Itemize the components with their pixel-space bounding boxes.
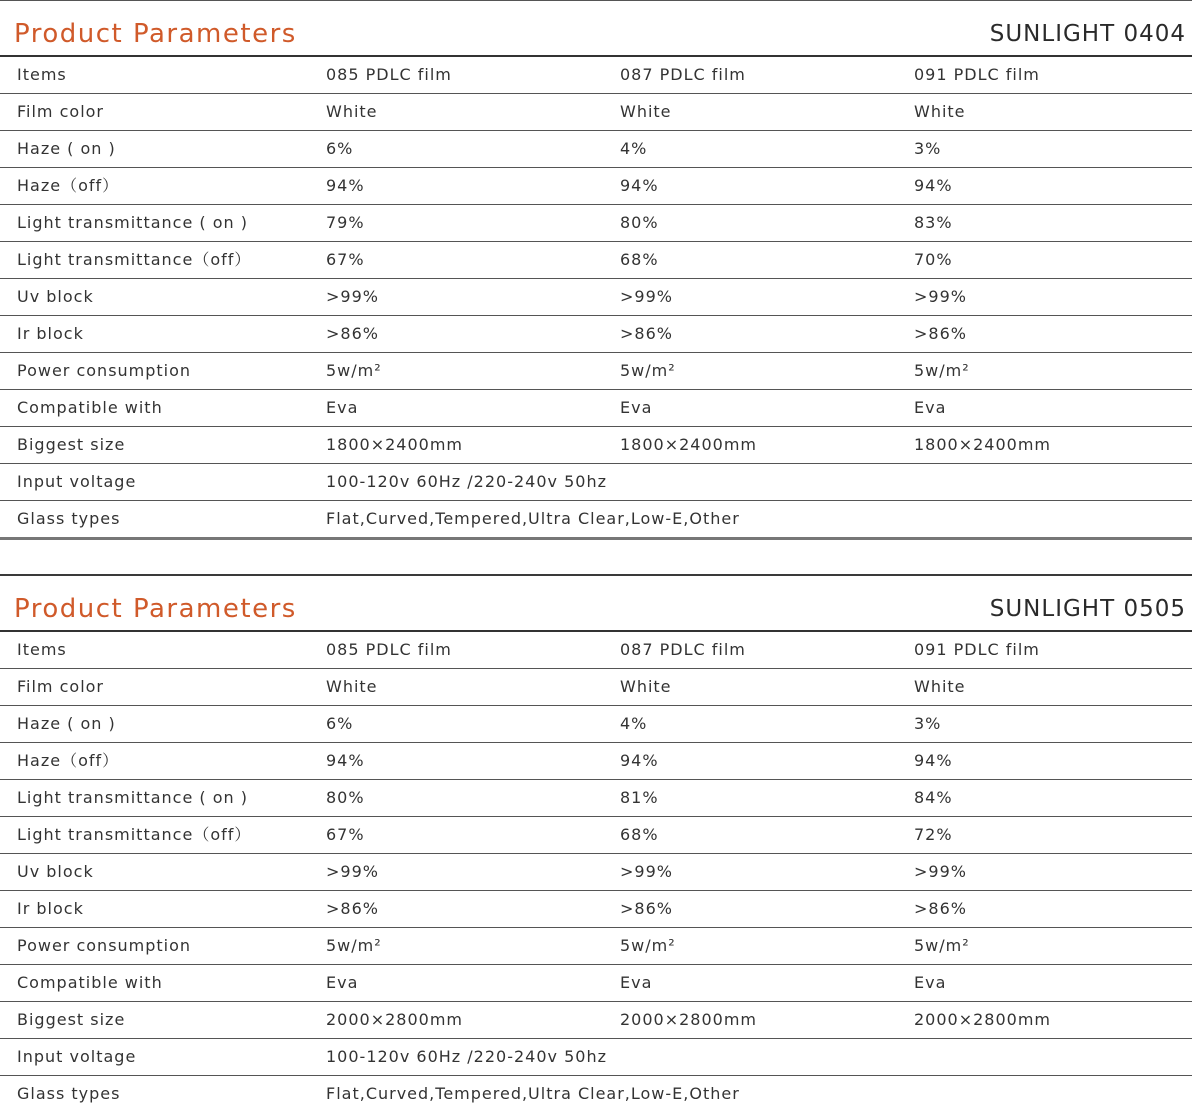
row-label: Light transmittance（off） bbox=[17, 825, 252, 844]
row-value: 091 PDLC film bbox=[914, 65, 1040, 84]
row-value: 100-120v 60Hz /220-240v 50hz bbox=[326, 1047, 607, 1066]
model-name: SUNLIGHT 0404 bbox=[989, 21, 1186, 47]
row-value: 5w/m² bbox=[620, 361, 676, 380]
row-value: 72% bbox=[914, 825, 953, 844]
row-label: Film color bbox=[17, 102, 104, 121]
row-value: 68% bbox=[620, 250, 659, 269]
row-value: White bbox=[620, 677, 672, 696]
table-row bbox=[0, 464, 1192, 501]
table-row bbox=[0, 427, 1192, 464]
row-value: White bbox=[914, 677, 966, 696]
table-row bbox=[0, 501, 1192, 540]
row-value: Eva bbox=[620, 973, 653, 992]
row-label: Input voltage bbox=[17, 472, 137, 491]
table-row bbox=[0, 632, 1192, 669]
row-value: 2000×2800mm bbox=[914, 1010, 1052, 1029]
row-value: White bbox=[914, 102, 966, 121]
row-value: 81% bbox=[620, 788, 659, 807]
row-value: 2000×2800mm bbox=[620, 1010, 758, 1029]
row-value: >99% bbox=[620, 287, 673, 306]
row-label: Items bbox=[17, 640, 67, 659]
row-value: >86% bbox=[914, 899, 967, 918]
table-header bbox=[0, 576, 1192, 632]
row-value: Flat,Curved,Tempered,Ultra Clear,Low-E,Other bbox=[326, 509, 740, 528]
table-row bbox=[0, 205, 1192, 242]
row-value: 1800×2400mm bbox=[326, 435, 464, 454]
row-label: Compatible with bbox=[17, 398, 163, 417]
row-value: >86% bbox=[620, 899, 673, 918]
row-label: Haze（off） bbox=[17, 176, 120, 195]
table-row bbox=[0, 1002, 1192, 1039]
row-value: Eva bbox=[620, 398, 653, 417]
row-label: Uv block bbox=[17, 862, 94, 881]
table-row bbox=[0, 928, 1192, 965]
row-value: White bbox=[326, 677, 378, 696]
row-value: 4% bbox=[620, 139, 648, 158]
table-row bbox=[0, 1039, 1192, 1076]
row-label: Light transmittance（off） bbox=[17, 250, 252, 269]
table-row bbox=[0, 817, 1192, 854]
row-label: Ir block bbox=[17, 899, 84, 918]
row-label: Biggest size bbox=[17, 435, 126, 454]
row-value: 6% bbox=[326, 139, 354, 158]
row-label: Haze（off） bbox=[17, 751, 120, 770]
row-value: 5w/m² bbox=[620, 936, 676, 955]
table-header bbox=[0, 1, 1192, 57]
table-row bbox=[0, 1076, 1192, 1112]
table-row bbox=[0, 669, 1192, 706]
row-label: Film color bbox=[17, 677, 104, 696]
row-value: 67% bbox=[326, 825, 365, 844]
parameters-table-0404 bbox=[0, 0, 1192, 540]
table-row bbox=[0, 57, 1192, 94]
table-row bbox=[0, 353, 1192, 390]
row-value: 2000×2800mm bbox=[326, 1010, 464, 1029]
table-body bbox=[0, 632, 1192, 1112]
row-label: Light transmittance ( on ) bbox=[17, 788, 248, 807]
row-label: Uv block bbox=[17, 287, 94, 306]
row-value: >99% bbox=[914, 287, 967, 306]
row-value: 1800×2400mm bbox=[620, 435, 758, 454]
row-label: Light transmittance ( on ) bbox=[17, 213, 248, 232]
row-value: 6% bbox=[326, 714, 354, 733]
table-body bbox=[0, 57, 1192, 540]
row-value: White bbox=[326, 102, 378, 121]
row-value: 1800×2400mm bbox=[914, 435, 1052, 454]
row-value: 100-120v 60Hz /220-240v 50hz bbox=[326, 472, 607, 491]
row-label: Glass types bbox=[17, 1084, 121, 1103]
row-label: Biggest size bbox=[17, 1010, 126, 1029]
row-value: 94% bbox=[620, 751, 659, 770]
row-value: 84% bbox=[914, 788, 953, 807]
row-value: 94% bbox=[620, 176, 659, 195]
row-value: 091 PDLC film bbox=[914, 640, 1040, 659]
row-value: Eva bbox=[326, 973, 359, 992]
row-value: >86% bbox=[326, 324, 379, 343]
table-row bbox=[0, 743, 1192, 780]
row-value: 5w/m² bbox=[914, 936, 970, 955]
row-label: Items bbox=[17, 65, 67, 84]
table-row bbox=[0, 965, 1192, 1002]
row-value: >99% bbox=[326, 862, 379, 881]
table-row bbox=[0, 854, 1192, 891]
table-row bbox=[0, 94, 1192, 131]
row-label: Power consumption bbox=[17, 936, 192, 955]
row-value: 5w/m² bbox=[914, 361, 970, 380]
table-row bbox=[0, 780, 1192, 817]
row-value: >86% bbox=[326, 899, 379, 918]
row-label: Ir block bbox=[17, 324, 84, 343]
row-value: 68% bbox=[620, 825, 659, 844]
row-value: 80% bbox=[326, 788, 365, 807]
row-value: 085 PDLC film bbox=[326, 65, 452, 84]
row-value: >86% bbox=[914, 324, 967, 343]
row-value: 5w/m² bbox=[326, 361, 382, 380]
table-row bbox=[0, 242, 1192, 279]
table-row bbox=[0, 279, 1192, 316]
row-value: 3% bbox=[914, 139, 942, 158]
row-value: 3% bbox=[914, 714, 942, 733]
row-value: >99% bbox=[914, 862, 967, 881]
row-label: Haze ( on ) bbox=[17, 714, 116, 733]
row-value: 4% bbox=[620, 714, 648, 733]
row-label: Input voltage bbox=[17, 1047, 137, 1066]
row-label: Power consumption bbox=[17, 361, 192, 380]
table-row bbox=[0, 390, 1192, 427]
row-value: Eva bbox=[914, 973, 947, 992]
row-value: 94% bbox=[914, 751, 953, 770]
row-label: Compatible with bbox=[17, 973, 163, 992]
row-value: Eva bbox=[914, 398, 947, 417]
row-value: 80% bbox=[620, 213, 659, 232]
row-value: 94% bbox=[914, 176, 953, 195]
table-title: Product Parameters bbox=[14, 19, 297, 49]
row-value: White bbox=[620, 102, 672, 121]
row-value: 94% bbox=[326, 751, 365, 770]
row-value: >86% bbox=[620, 324, 673, 343]
row-value: 087 PDLC film bbox=[620, 640, 746, 659]
row-value: >99% bbox=[620, 862, 673, 881]
row-value: Flat,Curved,Tempered,Ultra Clear,Low-E,Other bbox=[326, 1084, 740, 1103]
row-value: Eva bbox=[326, 398, 359, 417]
row-value: >99% bbox=[326, 287, 379, 306]
row-value: 087 PDLC film bbox=[620, 65, 746, 84]
row-value: 79% bbox=[326, 213, 365, 232]
table-row bbox=[0, 891, 1192, 928]
table-row bbox=[0, 131, 1192, 168]
table-row bbox=[0, 168, 1192, 205]
model-name: SUNLIGHT 0505 bbox=[989, 596, 1186, 622]
row-value: 83% bbox=[914, 213, 953, 232]
row-label: Glass types bbox=[17, 509, 121, 528]
row-value: 67% bbox=[326, 250, 365, 269]
parameters-table-0505 bbox=[0, 574, 1192, 1112]
row-value: 5w/m² bbox=[326, 936, 382, 955]
table-title: Product Parameters bbox=[14, 594, 297, 624]
row-value: 94% bbox=[326, 176, 365, 195]
row-value: 70% bbox=[914, 250, 953, 269]
row-label: Haze ( on ) bbox=[17, 139, 116, 158]
table-row bbox=[0, 706, 1192, 743]
table-row bbox=[0, 316, 1192, 353]
row-value: 085 PDLC film bbox=[326, 640, 452, 659]
